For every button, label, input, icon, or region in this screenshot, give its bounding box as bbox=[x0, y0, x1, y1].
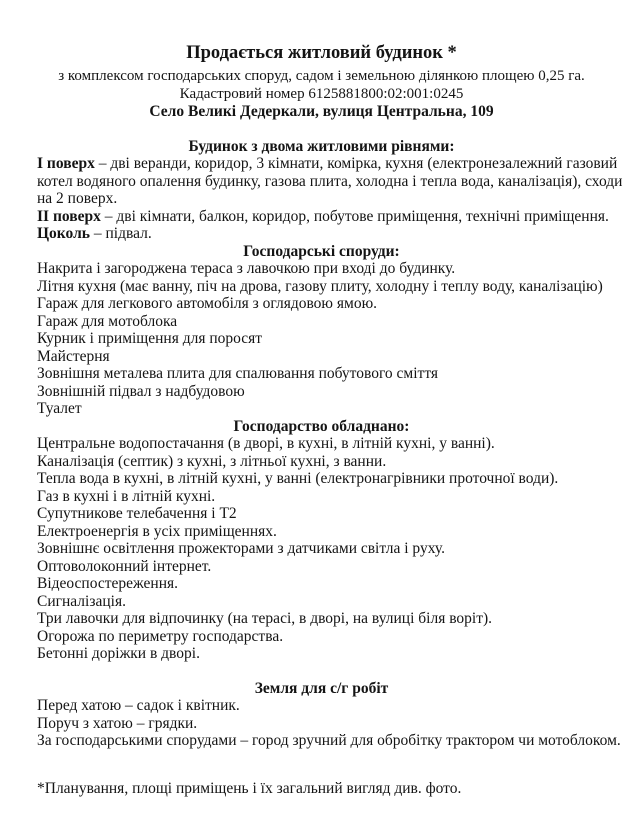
subtitle: з комплексом господарських споруд, садом і земельною ділянкою площею 0,25 га. bbox=[58, 68, 585, 84]
floor2-label: II поверх bbox=[37, 208, 101, 225]
floor1-line3: на 2 поверх. bbox=[37, 190, 118, 207]
floor1-line1 bbox=[37, 155, 617, 173]
page-title: Продається житловий будинок * bbox=[186, 43, 457, 63]
basement-label: Цоколь bbox=[37, 225, 90, 242]
equipment-item: Електроенергія в усіх приміщеннях. bbox=[37, 523, 277, 540]
land-item: Перед хатою – садок і квітник. bbox=[37, 697, 240, 714]
address: Село Великі Дедеркали, вулиця Центральна, 109 bbox=[149, 103, 494, 120]
buildings-item: Накрита і загороджена тераса з лавочкою при вході до будинку. bbox=[37, 260, 456, 277]
buildings-item: Зовнішній підвал з надбудовою bbox=[37, 383, 245, 400]
footnote: *Планування, площі приміщень і їх загальний вигляд див. фото. bbox=[37, 780, 462, 797]
equipment-item: Тепла вода в кухні, в літній кухні, у ванні (електронагрівники проточної води). bbox=[37, 470, 559, 487]
floor1-label: I поверх bbox=[37, 155, 95, 172]
basement-line bbox=[37, 225, 152, 243]
buildings-item: Майстерня bbox=[37, 348, 110, 365]
basement-text: – підвал. bbox=[89, 225, 152, 242]
buildings-heading: Господарські споруди: bbox=[243, 243, 400, 260]
floor1-text: – дві веранди, коридор, 3 кімнати, комірка, кухня (електронезалежний газовий bbox=[94, 155, 618, 172]
equipment-item: Сигналізація. bbox=[37, 593, 126, 610]
buildings-item: Літня кухня (має ванну, піч на дрова, газову плиту, холодну і теплу воду, каналізацію) bbox=[37, 278, 603, 295]
buildings-item: Гараж для легкового автомобіля з оглядовою ямою. bbox=[37, 295, 378, 312]
floor1-line2: котел водяного опалення будинку, газова плита, холодна і тепла вода, каналізація), сходи bbox=[37, 173, 623, 190]
land-heading: Земля для с/г робіт bbox=[254, 680, 389, 697]
buildings-item: Туалет bbox=[37, 400, 82, 417]
equipment-item: Три лавочки для відпочинку (на терасі, в дворі, на вулиці біля воріт). bbox=[37, 610, 493, 627]
equipment-item: Зовнішнє освітлення прожекторами з датчиками світла і руху. bbox=[37, 540, 445, 557]
equipment-item: Огорожа по периметру господарства. bbox=[37, 628, 284, 645]
equipment-item: Центральне водопостачання (в дворі, в кухні, в літній кухні, у ванні). bbox=[37, 435, 495, 452]
house-heading: Будинок з двома житловими рівнями: bbox=[188, 138, 455, 155]
buildings-item: Зовнішня металева плита для спалювання побутового сміття bbox=[37, 365, 439, 382]
floor2-text: – дві кімнати, балкон, коридор, побутове приміщення, технічні приміщення. bbox=[100, 208, 609, 225]
buildings-item: Гараж для мотоблока bbox=[37, 313, 178, 330]
land-item: Поруч з хатою – грядки. bbox=[37, 715, 198, 732]
floor2-line bbox=[37, 208, 609, 226]
buildings-item: Курник і приміщення для поросят bbox=[37, 330, 263, 347]
equipment-item: Оптоволоконний інтернет. bbox=[37, 558, 212, 575]
equipment-item: Каналізація (септик) з кухні, з літньої кухні, з ванни. bbox=[37, 453, 387, 470]
land-item: За господарськими спорудами – город зручний для обробітку трактором чи мотоблоком. bbox=[37, 732, 621, 749]
equipment-item: Газ в кухні і в літній кухні. bbox=[37, 488, 216, 505]
equipment-heading: Господарство обладнано: bbox=[233, 418, 410, 435]
cadastral-number: Кадастровий номер 6125881800:02:001:0245 bbox=[179, 86, 464, 102]
equipment-item: Бетонні доріжки в дворі. bbox=[37, 645, 200, 662]
equipment-item: Супутникове телебачення і Т2 bbox=[37, 505, 237, 522]
equipment-item: Відеоспостереження. bbox=[37, 575, 178, 592]
